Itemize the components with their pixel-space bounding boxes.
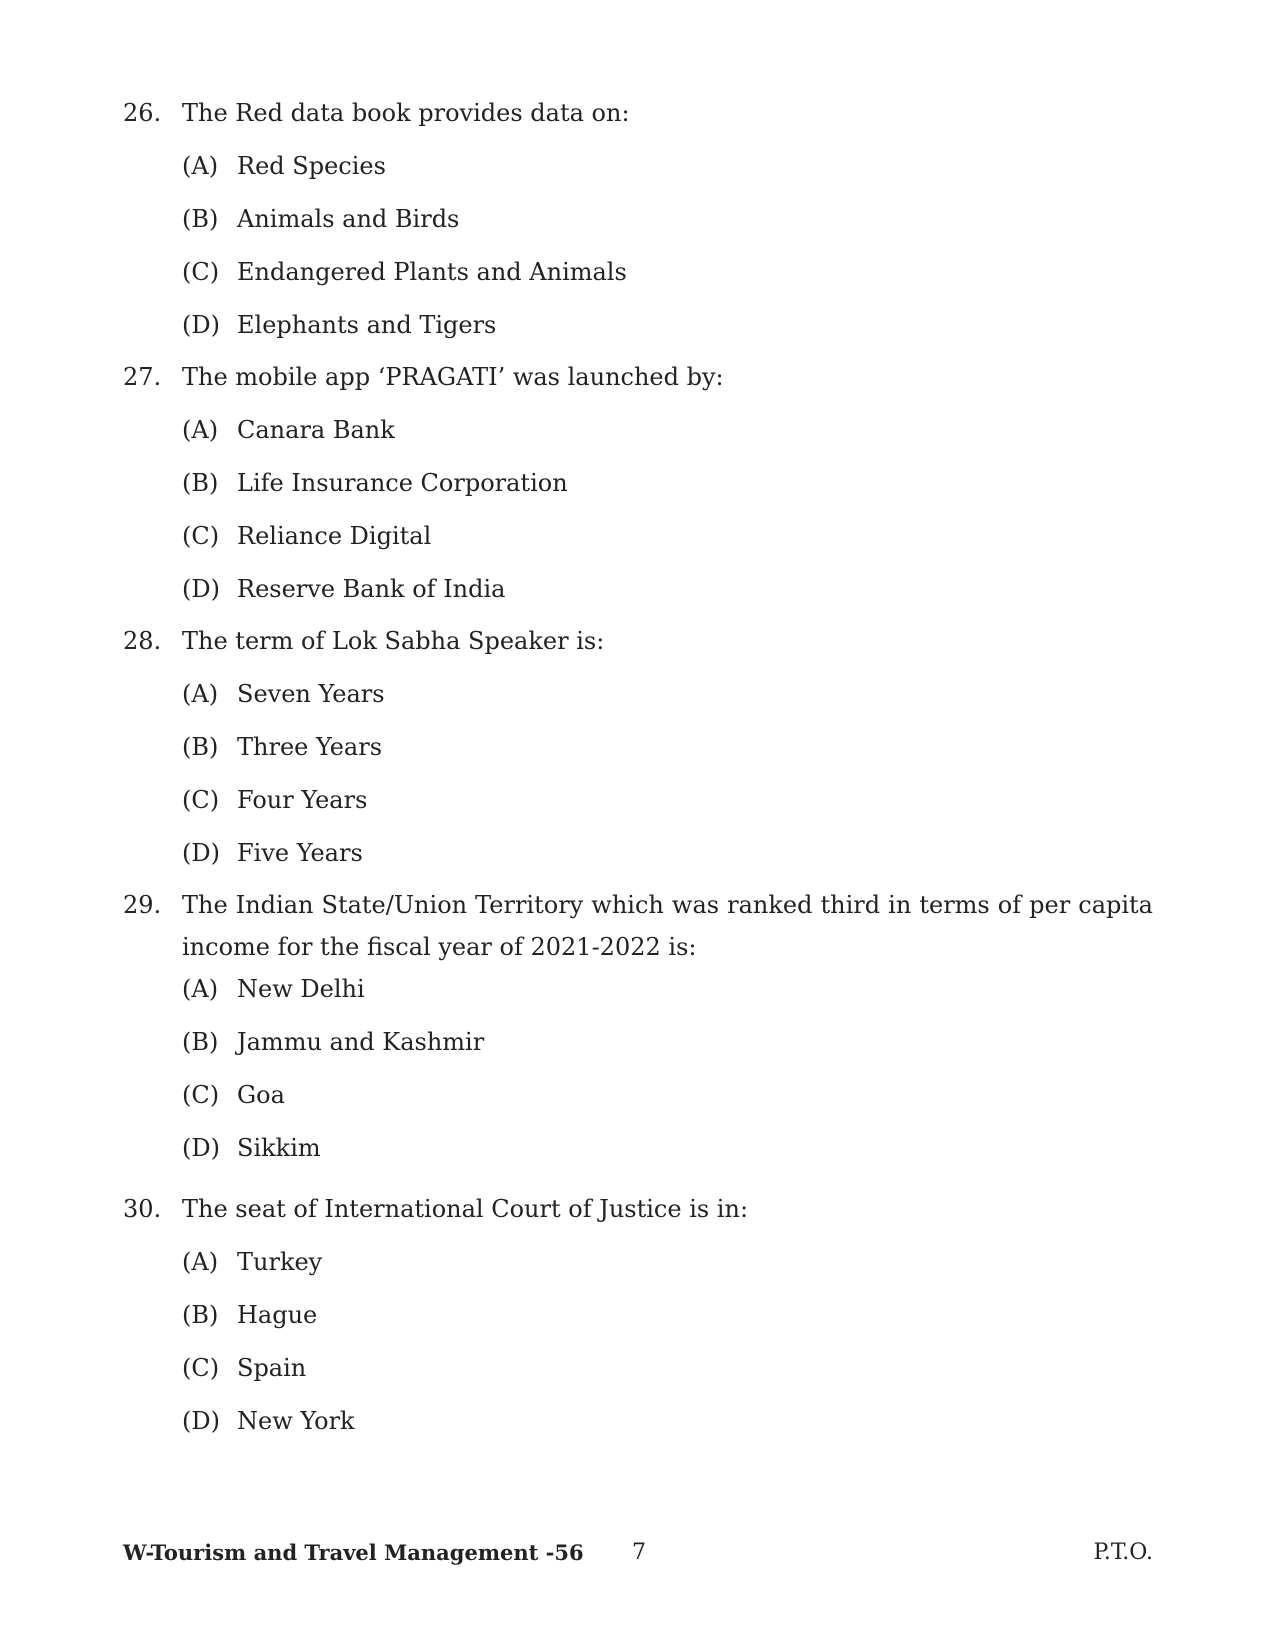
option-label: (A) — [182, 416, 219, 444]
option-text: Sikkim — [237, 1134, 321, 1162]
option-text: New Delhi — [237, 975, 365, 1003]
option-text: Spain — [237, 1354, 307, 1382]
option-label: (C) — [182, 1354, 220, 1382]
option-text: Turkey — [237, 1248, 323, 1276]
option-d — [182, 304, 1153, 357]
option-c — [182, 1347, 1153, 1400]
question-stem: The mobile app ‘PRAGATI’ was launched by: — [182, 363, 724, 391]
option-d — [182, 832, 1153, 885]
option-d — [182, 568, 1153, 621]
option-text: New York — [237, 1407, 355, 1435]
option-label: (D) — [182, 839, 220, 867]
option-b — [182, 462, 1153, 515]
option-label: (D) — [182, 575, 220, 603]
question-number: 27. — [123, 363, 162, 391]
option-c — [182, 251, 1153, 304]
option-d — [182, 1127, 1153, 1180]
question-30 — [123, 1188, 1153, 1453]
option-label: (B) — [182, 1301, 219, 1329]
options-list — [182, 968, 1153, 1180]
option-label: (D) — [182, 1407, 220, 1435]
option-label: (C) — [182, 522, 220, 550]
option-text: Five Years — [237, 839, 363, 867]
page-number: 7 — [632, 1540, 646, 1565]
option-text: Elephants and Tigers — [237, 311, 497, 339]
option-a — [182, 968, 1153, 1021]
option-b — [182, 198, 1153, 251]
option-a — [182, 409, 1153, 462]
option-label: (A) — [182, 680, 219, 708]
option-text: Jammu and Kashmir — [237, 1028, 485, 1056]
option-text: Seven Years — [237, 680, 385, 708]
question-number: 26. — [123, 99, 162, 127]
option-text: Endangered Plants and Animals — [237, 258, 627, 286]
paper-code: W-Tourism and Travel Management -56 — [123, 1540, 584, 1565]
option-label: (D) — [182, 1134, 220, 1162]
option-text: Three Years — [237, 733, 383, 761]
question-29 — [123, 884, 1153, 1180]
option-text: Life Insurance Corporation — [237, 469, 568, 497]
option-c — [182, 779, 1153, 832]
option-text: Canara Bank — [237, 416, 395, 444]
option-label: (C) — [182, 786, 220, 814]
option-label: (D) — [182, 311, 220, 339]
question-stem: The seat of International Court of Justice is in: — [182, 1195, 749, 1223]
option-text: Red Species — [237, 152, 386, 180]
option-text: Hague — [237, 1301, 318, 1329]
option-label: (B) — [182, 733, 219, 761]
option-label: (B) — [182, 1028, 219, 1056]
option-c — [182, 515, 1153, 568]
option-b — [182, 1294, 1153, 1347]
option-d — [182, 1400, 1153, 1453]
option-a — [182, 145, 1153, 198]
question-28 — [123, 620, 1153, 885]
option-text: Reliance Digital — [237, 522, 432, 550]
option-a — [182, 673, 1153, 726]
question-stem: The Indian State/Union Territory which was ranked third in terms of per capita income for the fiscal year of 2021-2022 is: — [182, 891, 1153, 961]
option-b — [182, 1021, 1153, 1074]
options-list — [182, 145, 1153, 357]
option-label: (A) — [182, 152, 219, 180]
question-number: 28. — [123, 627, 162, 655]
question-26 — [123, 92, 1153, 357]
option-label: (C) — [182, 258, 220, 286]
question-27 — [123, 356, 1153, 621]
pto-note: P.T.O. — [1093, 1540, 1153, 1565]
option-b — [182, 726, 1153, 779]
page-footer — [123, 1533, 1153, 1573]
option-label: (B) — [182, 469, 219, 497]
question-stem: The term of Lok Sabha Speaker is: — [182, 627, 605, 655]
option-c — [182, 1074, 1153, 1127]
option-text: Goa — [237, 1081, 285, 1109]
question-number: 30. — [123, 1195, 162, 1223]
options-list — [182, 409, 1153, 621]
options-list — [182, 1241, 1153, 1453]
option-a — [182, 1241, 1153, 1294]
option-label: (A) — [182, 1248, 219, 1276]
option-text: Reserve Bank of India — [237, 575, 506, 603]
question-stem: The Red data book provides data on: — [182, 99, 630, 127]
option-label: (C) — [182, 1081, 220, 1109]
option-text: Animals and Birds — [237, 205, 460, 233]
option-label: (B) — [182, 205, 219, 233]
option-text: Four Years — [237, 786, 368, 814]
question-number: 29. — [123, 891, 162, 919]
options-list — [182, 673, 1153, 885]
option-label: (A) — [182, 975, 219, 1003]
